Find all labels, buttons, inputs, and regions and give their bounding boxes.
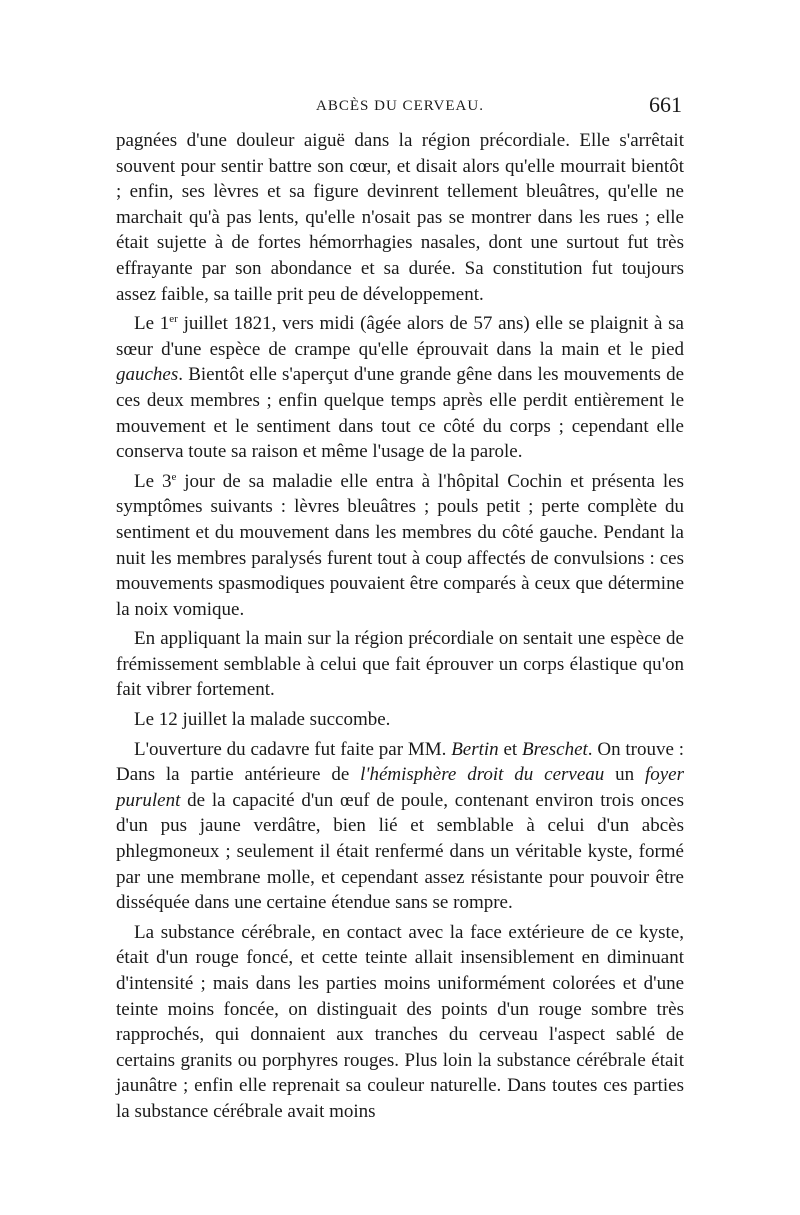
page-header (116, 92, 684, 122)
text-span: jour de sa maladie elle entra à l'hôpital Cochin et présenta les symptômes suivants : lèvres bleuâtres ; pouls petit ; perte complète du sentiment et du mouvement dans les membres du côté gauche. Pendant la nuit les membres paralysés furent tout à coup affectés de convulsions : ces mouvements spasmodiques pouvaient être comparés à ceux que détermine la noix vomique. (116, 470, 684, 620)
text-span: L'ouverture du cadavre fut faite par MM. (134, 738, 452, 760)
text-span: Le 3 (134, 470, 172, 492)
text-span: . Bientôt elle s'aperçut d'une grande gêne dans les mouvements de ces deux membres ; enfin quelque temps après elle perdit entièrement le mouvement et le sentiment dans tout ce côté du corps ; cependant elle conserva toute sa raison et même l'usage de la parole. (116, 364, 684, 463)
text-span: un (604, 764, 645, 786)
superscript: er (169, 313, 178, 326)
italic-term: l'hémisphère droit du cerveau (360, 764, 605, 786)
text-span: . On trouve : Dans la partie antérieure de (116, 738, 684, 786)
superscript: e (171, 470, 177, 483)
text-span: et (498, 738, 523, 760)
italic-term: gauches (116, 364, 179, 386)
italic-name-bertin: Bertin (451, 738, 499, 760)
text-span: Le 1 (134, 313, 170, 335)
text-span: de la capacité d'un œuf de poule, contenant environ trois onces d'un pus jaune verdâtre, bien lié et semblable à celui d'un abcès phlegmoneux ; seulement il était renfermé dans un véritable kyste, formé par une membrane molle, et cependant assez résistante pour pouvoir être disséquée dans une certaine étendue sans se rompre. (116, 789, 684, 914)
text-span: juillet 1821, vers midi (âgée alors de 57 ans) elle se plaignit à sa sœur d'une espèce de crampe qu'elle éprouvait dans la main et le pied (116, 313, 684, 360)
paragraph-1: pagnées d'une douleur aiguë dans la région précordiale. Elle s'arrêtait souvent pour sentir battre son cœur, et disait alors qu'elle mourrait bientôt ; enfin, ses lèvres et sa figure devinrent tellement bleuâtres, qu'elle ne marchait qu'à pas lents, qu'elle n'osait pas se montrer dans les rues ; elle était sujette à de fortes hémorrhagies nasales, dont une surtout fut très effrayante par son abondance et sa durée. Sa constitution fut toujours assez faible, sa taille prit peu de développement. (116, 130, 684, 305)
paragraph-2 (116, 311, 684, 465)
page-number: 661 (649, 92, 682, 117)
paragraph-6 (116, 737, 684, 916)
book-page (116, 92, 684, 1125)
paragraph-3 (116, 469, 684, 623)
italic-term: foyer purulent (116, 764, 685, 811)
paragraph-7: La substance cérébrale, en contact avec la face extérieure de ce kyste, était d'un rouge foncé, et cette teinte allait insensiblement en diminuant d'intensité ; mais dans les parties moins uniformément colorées et d'une teinte moins foncée, on distinguait des points d'un rouge sombre très rapprochés, qui donnaient aux tranches du cerveau l'aspect sablé de certains granits ou porphyres rouges. Plus loin la substance cérébrale était jaunâtre ; enfin elle reprenait sa couleur naturelle. Dans toutes ces parties la substance cérébrale avait moins (116, 921, 684, 1122)
italic-name-breschet: Breschet (522, 738, 588, 760)
paragraph-4: En appliquant la main sur la région précordiale on sentait une espèce de frémissement semblable à celui que fait éprouver un corps élastique qu'on fait vibrer fortement. (116, 628, 684, 701)
paragraph-5: Le 12 juillet la malade succombe. (134, 709, 391, 731)
body-text (116, 128, 684, 1125)
running-title: ABCÈS DU CERVEAU. (316, 98, 484, 114)
